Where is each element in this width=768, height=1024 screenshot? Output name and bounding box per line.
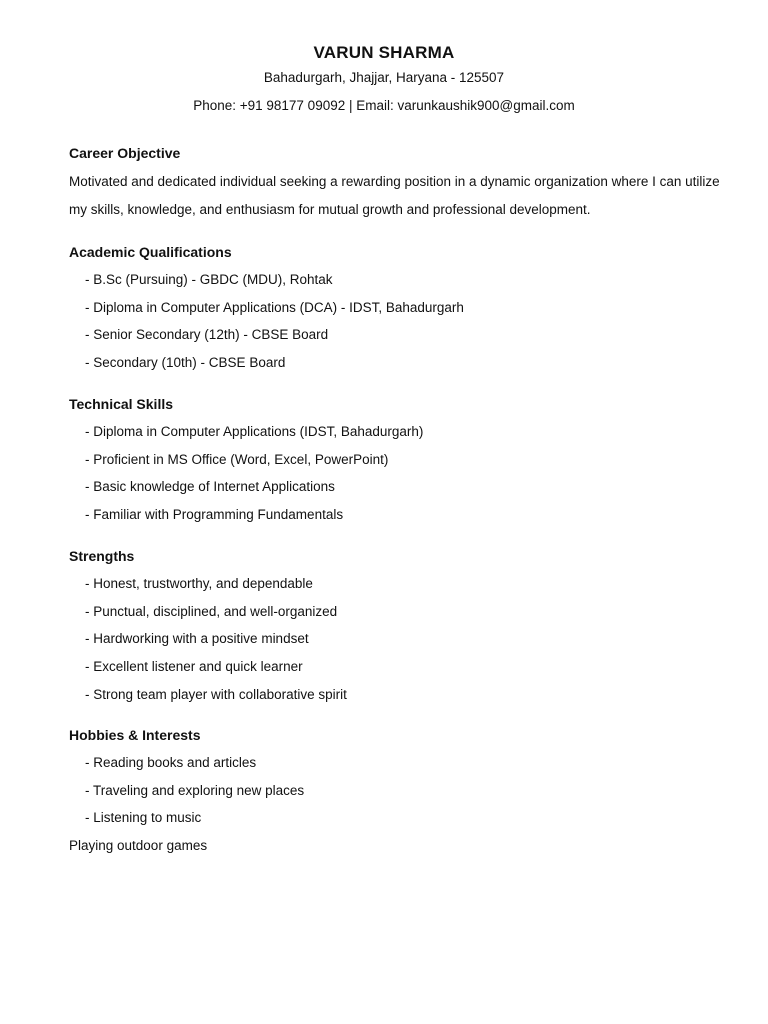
- list-item: - Listening to music: [85, 810, 202, 826]
- section-heading: Academic Qualifications: [69, 244, 232, 260]
- list-item: - Proficient in MS Office (Word, Excel, PowerPoint): [85, 451, 389, 467]
- career-objective-text: [69, 168, 729, 224]
- paragraph-line: my skills, knowledge, and enthusiasm for mutual growth and professional development.: [69, 202, 591, 217]
- list-item: - Familiar with Programming Fundamentals: [85, 507, 344, 523]
- list-item: - Diploma in Computer Applications (IDST, Bahadurgarh): [85, 424, 424, 439]
- list-item: - Punctual, disciplined, and well-organized: [85, 603, 338, 619]
- technical-skills-list: [69, 418, 729, 529]
- list-item: - Excellent listener and quick learner: [85, 659, 303, 675]
- hobby-trailing-line: Playing outdoor games: [69, 838, 208, 854]
- career-objective-section: [69, 144, 729, 224]
- paragraph-line: Motivated and dedicated individual seeking a rewarding position in a dynamic organization where I can utilize: [69, 174, 720, 189]
- section-heading: Strengths: [69, 548, 135, 564]
- list-item: - Diploma in Computer Applications (DCA) - IDST, Bahadurgarh: [85, 299, 464, 315]
- candidate-name: VARUN SHARMA: [313, 43, 455, 62]
- technical-skills-section: [69, 395, 729, 529]
- list-item: - Reading books and articles: [85, 755, 257, 770]
- section-heading: Career Objective: [69, 145, 181, 161]
- candidate-address: Bahadurgarh, Jhajjar, Haryana - 125507: [263, 70, 505, 85]
- section-heading: Hobbies & Interests: [69, 727, 201, 743]
- section-heading: Technical Skills: [69, 396, 174, 412]
- hobbies-list: [69, 749, 729, 832]
- candidate-contact: Phone: +91 98177 09092 | Email: varunkaushik900@gmail.com: [193, 98, 575, 113]
- list-item: - Hardworking with a positive mindset: [85, 631, 309, 647]
- list-item: - Traveling and exploring new places: [85, 782, 305, 798]
- list-item: - Strong team player with collaborative spirit: [85, 686, 347, 702]
- resume-header: [0, 42, 768, 114]
- hobbies-section: [69, 726, 729, 860]
- list-item: - Secondary (10th) - CBSE Board: [85, 355, 286, 371]
- list-item: - Senior Secondary (12th) - CBSE Board: [85, 327, 329, 343]
- strengths-section: [69, 547, 729, 709]
- academic-list: [69, 266, 729, 377]
- academic-section: [69, 243, 729, 377]
- list-item: - B.Sc (Pursuing) - GBDC (MDU), Rohtak: [85, 272, 333, 287]
- list-item: - Honest, trustworthy, and dependable: [85, 576, 313, 591]
- strengths-list: [69, 570, 729, 709]
- list-item: - Basic knowledge of Internet Applications: [85, 479, 335, 495]
